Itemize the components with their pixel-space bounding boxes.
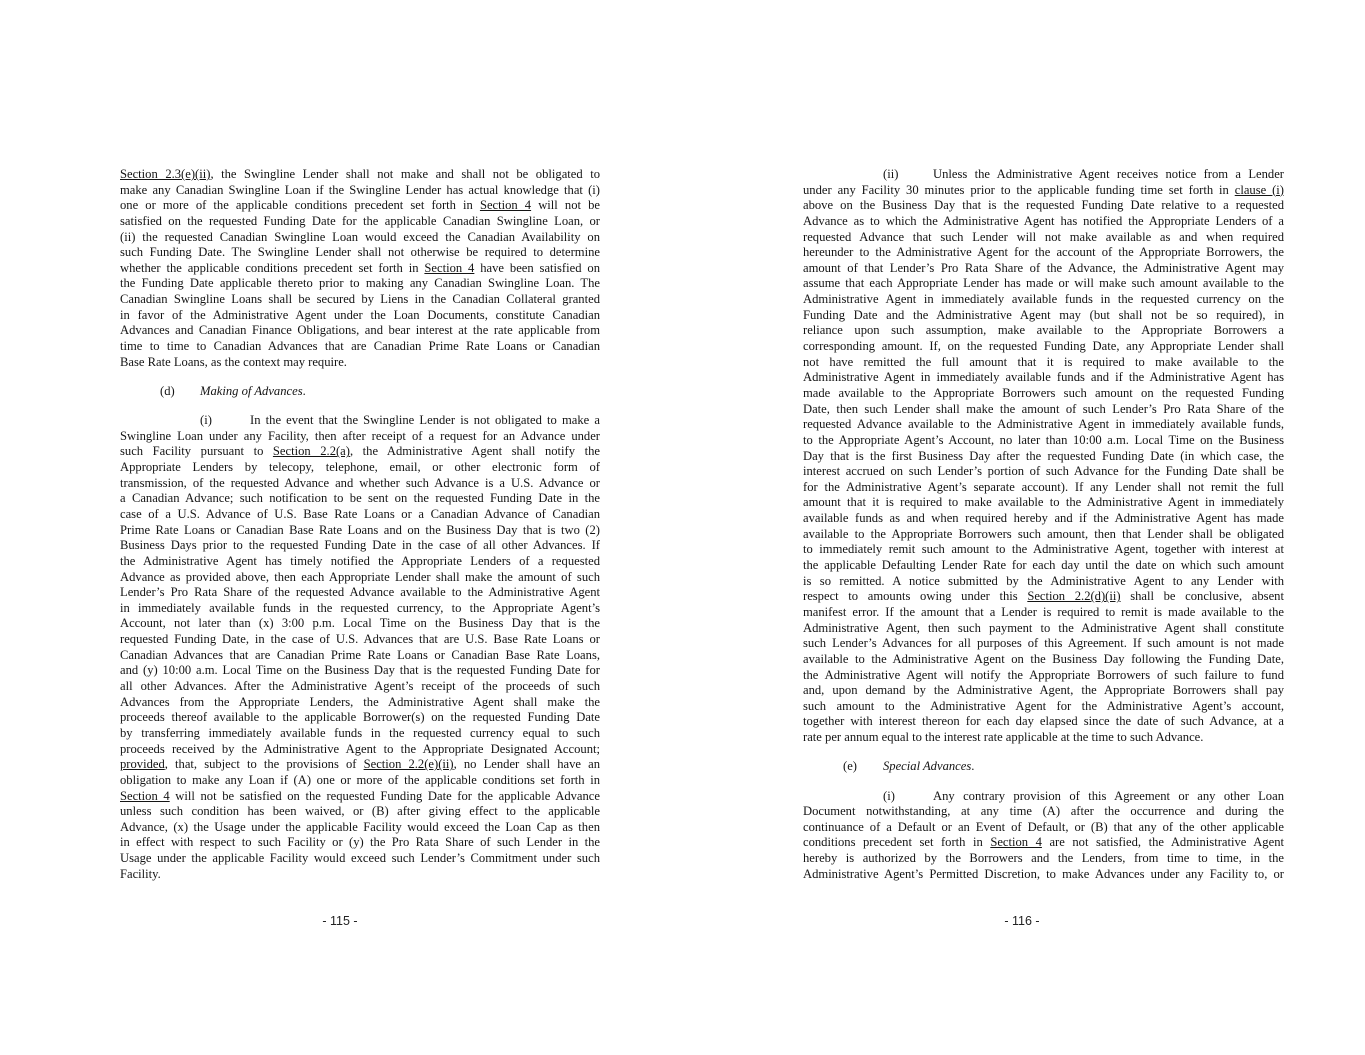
- text-line: in effect with respect to such Facility or (y) the Pro Rata Share of such Lender in the: [120, 835, 600, 850]
- text-line: (i) Any contrary provision of this Agreement or any other Loan: [803, 789, 1284, 805]
- continuation-paragraph: [120, 167, 600, 370]
- text-line: by transferring immediately available funds in the requested currency equal to such: [120, 725, 600, 740]
- text-line: Section 4 will not be satisfied on the requested Funding Date for the applicable Advance: [120, 788, 600, 803]
- text-line: one or more of the applicable conditions precedent set forth in Section 4 will not be: [120, 198, 600, 213]
- page-number: - 115 -: [322, 914, 358, 928]
- section-title: Special Advances: [883, 759, 972, 774]
- text-line: assume that each Appropriate Lender has made or will make such amount available to the: [803, 276, 1284, 291]
- section-label: (d): [160, 383, 175, 398]
- section-reference: Section 2.2(a): [272, 444, 350, 459]
- left-page-text: [120, 167, 600, 882]
- text-line: to the Appropriate Agent’s Account, no later than 10:00 a.m. Local Time on the Business: [803, 432, 1284, 447]
- text-line: available to the Appropriate Borrowers such amount, then that Lender shall be obligated: [803, 526, 1284, 541]
- text-line: time to time to Canadian Advances that are Canadian Prime Rate Loans or Canadian: [120, 339, 600, 354]
- section-heading-e: (e) Special Advances.: [803, 759, 1284, 775]
- text-line: together with interest thereon for each day elapsed since the date of such Advance, at a: [803, 714, 1284, 729]
- text-line: Advance, (x) the Usage under the applicable Facility would exceed the Loan Cap as then: [120, 819, 600, 834]
- text-line: rate per annum equal to the interest rate applicable at the time to such Advance.: [803, 730, 1204, 745]
- section-reference: Section 2.2(e)(ii): [363, 757, 454, 772]
- text-line: requested Advance available to the Administrative Agent in immediately available funds,: [803, 417, 1284, 432]
- text-line: Advance as provided above, then each Appropriate Lender shall make the amount of such: [120, 569, 600, 584]
- text-line: a Canadian Advance; such notification to be sent on the requested Funding Date in the: [120, 491, 600, 506]
- text-line: hereunder to the Administrative Agent for the account of the Appropriate Borrowers, the: [803, 245, 1284, 260]
- text-line: requested Advance that such Lender will not make available as and when required: [803, 229, 1284, 244]
- text-line: Base Rate Loans, as the context may require.: [120, 354, 347, 369]
- text-line: provided, that, subject to the provisions of Section 2.2(e)(ii), no Lender shall have an: [120, 757, 601, 772]
- text-line: Advances from the Appropriate Lenders, the Administrative Agent shall make the: [120, 694, 600, 709]
- text-line: in immediately available funds in the requested currency, to the Appropriate Agent’s: [120, 600, 600, 615]
- paragraph-d-ii: [803, 167, 1284, 746]
- section-label: (e): [843, 759, 857, 774]
- text-line: Administrative Agent, then such payment to the Administrative Agent shall constitute: [803, 620, 1284, 635]
- text-line: Date, then such Lender shall make the amount of such Lender’s Pro Rata Share of the: [803, 401, 1284, 416]
- section-title: Making of Advances: [200, 383, 303, 398]
- text-line: the Administrative Agent has timely notified the Appropriate Lenders of a requested: [120, 553, 600, 568]
- text-line: such amount to the Administrative Agent for the Administrative Agent’s account,: [803, 698, 1284, 713]
- text-line: made available to the Appropriate Borrowers such amount on the requested Funding: [803, 385, 1284, 400]
- text-line: Funding Date and the Administrative Agent may (but shall not be so required), in: [803, 307, 1284, 322]
- text-line: Document notwithstanding, at any time (A) after the occurrence and during the: [803, 804, 1284, 819]
- text-line: available funds as and when required hereby and if the Administrative Agent has made: [803, 511, 1284, 526]
- text-line: Facility.: [120, 866, 161, 881]
- provided-term: provided: [120, 757, 165, 772]
- text-line: is so remitted. A notice submitted by the Administrative Agent to any Lender with: [803, 573, 1284, 588]
- text-line: amount that it is required to make available to the Administrative Agent in immediately: [803, 495, 1284, 510]
- text-line: not have remitted the full amount that it is required to make available to the: [803, 354, 1284, 369]
- text-line: proceeds received by the Administrative Agent to the Appropriate Designated Account;: [120, 741, 600, 756]
- text-line: Administrative Agent in immediately available funds in the requested currency on the: [803, 292, 1284, 307]
- text-line: Section 2.3(e)(ii), the Swingline Lender shall not make and shall not be obligated to: [120, 167, 601, 181]
- text-line: the Administrative Agent will notify the Appropriate Borrowers of such failure to fund: [803, 667, 1284, 682]
- text-line: above on the Business Day that is the requested Funding Date relative to a requested: [803, 198, 1284, 213]
- text-line: Administrative Agent in immediately available funds and if the Administrative Agent has: [803, 370, 1284, 385]
- text-line: (ii) Unless the Administrative Agent receives notice from a Lender: [803, 167, 1284, 183]
- text-line: requested Funding Date, in the case of U.S. Advances that are U.S. Base Rate Loans or: [120, 632, 600, 647]
- paragraph-label: (ii): [883, 167, 899, 181]
- text-line: for the Administrative Agent’s separate account). If any Lender shall not remit the full: [803, 479, 1284, 494]
- text-line: to immediately remit such amount to the Administrative Agent, together with interest at: [803, 542, 1284, 557]
- paragraph-d-i: [120, 413, 600, 882]
- text-line: Canadian Advances that are Canadian Prime Rate Loans or Canadian Base Rate Loans,: [120, 647, 600, 662]
- text-line: obligation to make any Loan if (A) one or more of the applicable conditions set forth in: [120, 772, 600, 787]
- text-line: case of a U.S. Advance of U.S. Base Rate Loans or a Canadian Advance of Canadian: [120, 507, 600, 521]
- section-reference: Section 2.2(d)(ii): [1027, 589, 1121, 604]
- text-line: such Facility pursuant to Section 2.2(a), the Administrative Agent shall notify the: [120, 444, 600, 459]
- text-line: interest accrued on such Lender’s portion of such Advance for the Funding Date shall be: [803, 464, 1284, 479]
- text-line: Swingline Loan under any Facility, then after receipt of a request for an Advance under: [120, 428, 600, 443]
- text-line: Canadian Swingline Loans shall be secured by Liens in the Canadian Collateral granted: [120, 292, 600, 307]
- text-line: corresponding amount. If, on the requested Funding Date, any Appropriate Lender shall: [803, 339, 1284, 354]
- text-line: the applicable Defaulting Lender Rate for each day until the date on which such amount: [803, 558, 1284, 573]
- text-line: manifest error. If the amount that a Lender is required to remit is made available to the: [803, 604, 1284, 619]
- text-line: hereby is authorized by the Borrowers and the Lenders, from time to time, in the: [803, 851, 1284, 866]
- text-line: such Funding Date. The Swingline Lender shall not otherwise be required to determine: [120, 245, 600, 260]
- text-line: Advances and Canadian Finance Obligations, and bear interest at the rate applicable from: [120, 323, 600, 338]
- page-number: - 116 -: [1004, 914, 1040, 928]
- text-line: Appropriate Lenders by telecopy, telephone, email, or other electronic form of: [120, 460, 600, 475]
- text-line: and, upon demand by the Administrative Agent, the Appropriate Borrowers shall pay: [803, 683, 1284, 698]
- section-reference: Section 4: [479, 198, 532, 213]
- text-line: Advance as to which the Administrative Agent has notified the Appropriate Lenders of a: [803, 213, 1284, 228]
- text-line: such Lender’s Advances for all purposes of this Agreement. If such amount is not made: [803, 636, 1284, 651]
- text-line: the Funding Date applicable thereto prior to making any Canadian Swingline Loan. The: [120, 276, 600, 291]
- text-line: make any Canadian Swingline Loan if the Swingline Lender has actual knowledge that (i): [120, 182, 600, 197]
- clause-reference: clause (i): [1234, 182, 1284, 197]
- text-line: available to the Administrative Agent on the Business Day following the Funding Date,: [803, 651, 1284, 666]
- text-line: under any Facility 30 minutes prior to the applicable funding time set forth in clause (i): [803, 182, 1284, 197]
- section-reference: Section 4: [990, 835, 1042, 850]
- text-line: transmission, of the requested Advance and whether such Advance is a U.S. Advance or: [120, 475, 600, 490]
- left-page: [0, 0, 682, 1055]
- text-line: Administrative Agent’s Permitted Discretion, to make Advances under any Facility to, or: [803, 866, 1284, 881]
- text-line: reliance upon such assumption, make available to the Appropriate Borrowers a: [803, 323, 1284, 338]
- text-line: and (y) 10:00 a.m. Local Time on the Business Day that is the requested Funding Date for: [120, 663, 600, 678]
- section-reference: Section 4: [120, 788, 170, 803]
- right-page-text: [803, 167, 1284, 882]
- text-line: Day that is the first Business Day after the requested Funding Date (in which case, the: [803, 448, 1284, 463]
- paragraph-label: (i): [200, 413, 212, 428]
- text-line: (i) In the event that the Swingline Lender is not obligated to make a: [120, 413, 600, 429]
- text-line: whether the applicable conditions precedent set forth in Section 4 have been satisfied on: [120, 260, 600, 275]
- text-line: Lender’s Pro Rata Share of the requested Advance available to the Administrative Agent: [120, 585, 600, 600]
- section-heading-d: (d) Making of Advances.: [120, 384, 600, 400]
- text-line: proceeds thereof available to the applicable Borrower(s) on the requested Funding Date: [120, 710, 600, 725]
- right-page: [682, 0, 1365, 1055]
- text-line: amount of that Lender’s Pro Rata Share of the Advance, the Administrative Agent may: [803, 260, 1284, 275]
- text-line: continuance of a Default or an Event of Default, or (B) that any of the other applicable: [803, 819, 1284, 834]
- section-reference: Section 2.3(e)(ii): [120, 167, 211, 181]
- paragraph-label: (i): [883, 788, 895, 803]
- text-line: Usage under the applicable Facility would exceed such Lender’s Commitment under such: [120, 851, 600, 866]
- text-line: satisfied on the requested Funding Date for the applicable Canadian Swingline Loan, or: [120, 213, 600, 228]
- text-line: conditions precedent set forth in Section 4 are not satisfied, the Administrative Agent: [803, 835, 1284, 850]
- text-line: unless such condition has been waived, or (B) after giving effect to the applicable: [120, 804, 600, 819]
- text-line: all other Advances. After the Administrative Agent’s receipt of the proceeds of such: [120, 679, 600, 694]
- section-reference: Section 4: [424, 260, 475, 275]
- text-line: (ii) the requested Canadian Swingline Loan would exceed the Canadian Availability on: [120, 229, 600, 244]
- text-line: Business Days prior to the requested Funding Date in the case of all other Advances. If: [120, 538, 600, 553]
- text-line: respect to amounts owing under this Section 2.2(d)(ii) shall be conclusive, absent: [803, 589, 1284, 604]
- paragraph-e-i: [803, 789, 1284, 883]
- text-line: Account, not later than (x) 3:00 p.m. Local Time on the Business Day that is the: [120, 616, 600, 631]
- text-line: Prime Rate Loans or Canadian Base Rate Loans and on the Business Day that is two (2): [120, 522, 600, 537]
- text-line: in favor of the Administrative Agent under the Loan Documents, constitute Canadian: [120, 307, 600, 322]
